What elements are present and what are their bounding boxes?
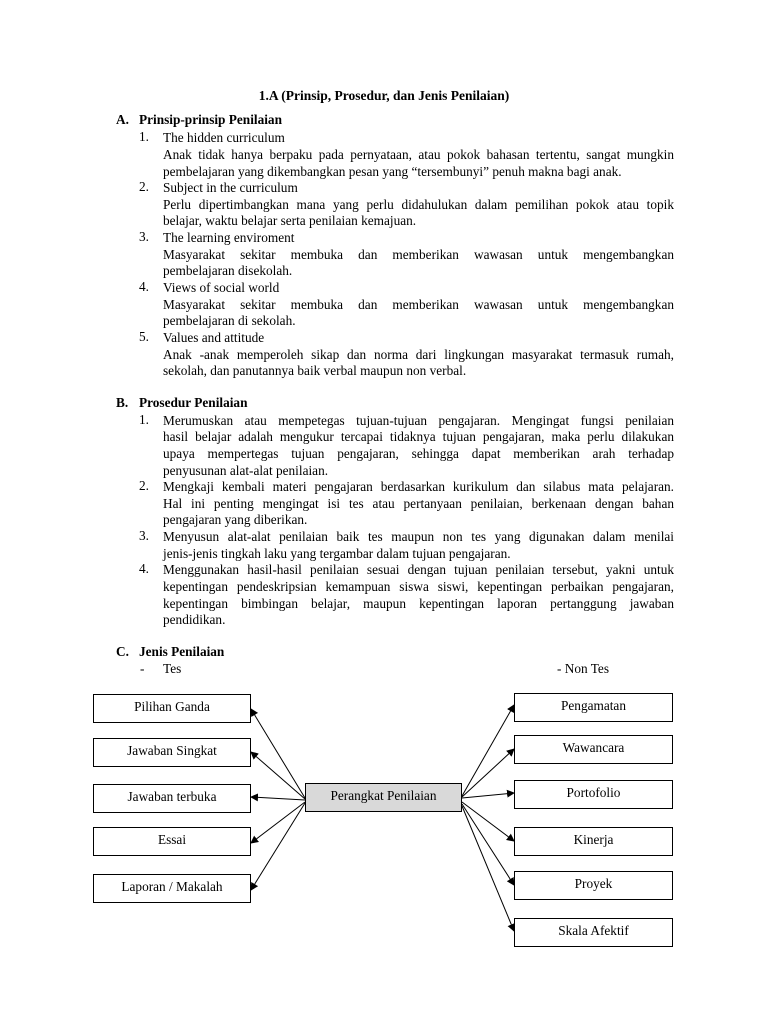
a-item-4-number: 4. [139, 279, 149, 294]
non-tes-label: - Non Tes [557, 661, 610, 676]
box-skala-afektif: Skala Afektif [514, 918, 673, 947]
tes-label: Tes [163, 661, 182, 676]
arrow-to-proyek [462, 804, 514, 885]
a-item-2-title: Subject in the curriculum [163, 180, 298, 195]
a-item-3-line-1: Masyarakat sekitar membuka dan memberikan wawasan untuk mengembangkan [163, 247, 674, 262]
box-kinerja: Kinerja [514, 827, 673, 856]
arrow-to-jawaban-terbuka [251, 797, 305, 800]
a-item-4-title: Views of social world [163, 280, 280, 295]
box-pilihan-ganda: Pilihan Ganda [93, 694, 251, 723]
box-jawaban-terbuka: Jawaban terbuka [93, 784, 251, 813]
arrow-to-pilihan-ganda [251, 709, 305, 798]
box-jawaban-singkat: Jawaban Singkat [93, 738, 251, 767]
section-c-title: Jenis Penilaian [139, 644, 225, 659]
arrow-to-skala-afektif [462, 806, 514, 931]
b-item-4-line-3: kepentingan bimbingan belajar, maupun kepentingan laporan pertanggung jawaban [163, 596, 674, 611]
arrow-to-laporan-makalah [251, 803, 305, 890]
arrow-to-wawancara [462, 749, 514, 797]
arrow-to-portofolio [462, 793, 514, 798]
arrow-to-pengamatan [462, 705, 514, 796]
a-item-2-line-2: belajar, waktu belajar serta penilaian kemajuan. [163, 213, 417, 228]
b-item-1-line-4: penyusunan alat-alat penilaian. [163, 463, 329, 478]
b-item-3-line-2: jenis-jenis tingkah laku yang tergambar dalam tujuan pengajaran. [163, 546, 511, 561]
b-item-4-number: 4. [139, 561, 149, 576]
a-item-2-line-1: Perlu dipertimbangkan mana yang perlu didahulukan dalam pemilihan pokok atau topik [163, 197, 674, 212]
a-item-5-line-1: Anak -anak memperoleh sikap dan norma dari lingkungan masyarakat termasuk rumah, [163, 347, 674, 362]
arrow-to-essai [251, 802, 305, 843]
center-box-perangkat-penilaian: Perangkat Penilaian [305, 783, 462, 812]
b-item-2-line-3: pengajaran yang diberikan. [163, 512, 308, 527]
box-wawancara: Wawancara [514, 735, 673, 764]
b-item-4-line-1: Menggunakan hasil-hasil penilaian sesuai dengan tujuan penilaian tersebut, yakni untuk [163, 562, 674, 577]
a-item-2-number: 2. [139, 179, 149, 194]
b-item-4-line-2: kepentingan pendeskripsian kemampuan siswa siswi, kepentingan perbaikan pengajaran, [163, 579, 674, 594]
a-item-5-title: Values and attitude [163, 330, 265, 345]
a-item-4-line-1: Masyarakat sekitar membuka dan memberikan wawasan untuk mengembangkan [163, 297, 674, 312]
tes-dash: - [140, 661, 145, 676]
b-item-3-line-1: Menyusun alat-alat penilaian baik tes maupun non tes yang digunakan dalam menilai [163, 529, 674, 544]
b-item-2-line-1: Mengkaji kembali materi pengajaran berdasarkan kurikulum dan silabus mata pelajaran. [163, 479, 674, 494]
b-item-1-line-2: hasil belajar adalah mengukur tercapai tidaknya tujuan pengajaran, maka perlu dilakukan [163, 429, 674, 444]
box-essai: Essai [93, 827, 251, 856]
page-title: 1.A (Prinsip, Prosedur, dan Jenis Penilaian) [258, 88, 510, 103]
a-item-3-title: The learning enviroment [163, 230, 295, 245]
box-pengamatan: Pengamatan [514, 693, 673, 722]
b-item-3-number: 3. [139, 528, 149, 543]
section-a-letter: A. [116, 112, 129, 127]
b-item-2-number: 2. [139, 478, 149, 493]
section-b-letter: B. [116, 395, 129, 410]
a-item-1-title: The hidden curriculum [163, 130, 285, 145]
a-item-5-number: 5. [139, 329, 149, 344]
b-item-1-line-1: Merumuskan atau mempetegas tujuan-tujuan pengajaran. Mengingat fungsi penilaian [163, 413, 674, 428]
a-item-4-line-2: pembelajaran di sekolah. [163, 313, 296, 328]
arrow-to-kinerja [462, 802, 514, 841]
a-item-5-line-2: sekolah, dan panutannya baik verbal maupun non verbal. [163, 363, 467, 378]
a-item-1-line-1: Anak tidak hanya berpaku pada pernyataan, atau pokok bahasan tertentu, sangat mungkin [163, 147, 674, 162]
a-item-1-number: 1. [139, 129, 149, 144]
a-item-1-line-2: pembelajaran yang dikembangkan pesan yang “tersembunyi” penuh makna bagi anak. [163, 164, 622, 179]
b-item-2-line-2: Hal ini penting mengingat isi tes atau pertanyaan penilaian, berkenaan dengan bahan [163, 496, 674, 511]
b-item-4-line-4: pendidikan. [163, 612, 226, 627]
box-proyek: Proyek [514, 871, 673, 900]
box-laporan-makalah: Laporan / Makalah [93, 874, 251, 903]
section-b-title: Prosedur Penilaian [139, 395, 248, 410]
arrow-to-jawaban-singkat [251, 752, 305, 799]
box-portofolio: Portofolio [514, 780, 673, 809]
section-c-letter: C. [116, 644, 129, 659]
a-item-3-line-2: pembelajaran disekolah. [163, 263, 293, 278]
a-item-3-number: 3. [139, 229, 149, 244]
section-a-title: Prinsip-prinsip Penilaian [139, 112, 282, 127]
b-item-1-number: 1. [139, 412, 149, 427]
b-item-1-line-3: upaya mempertegas tujuan pengajaran, sehingga dapat memberikan arah terhadap [163, 446, 674, 461]
